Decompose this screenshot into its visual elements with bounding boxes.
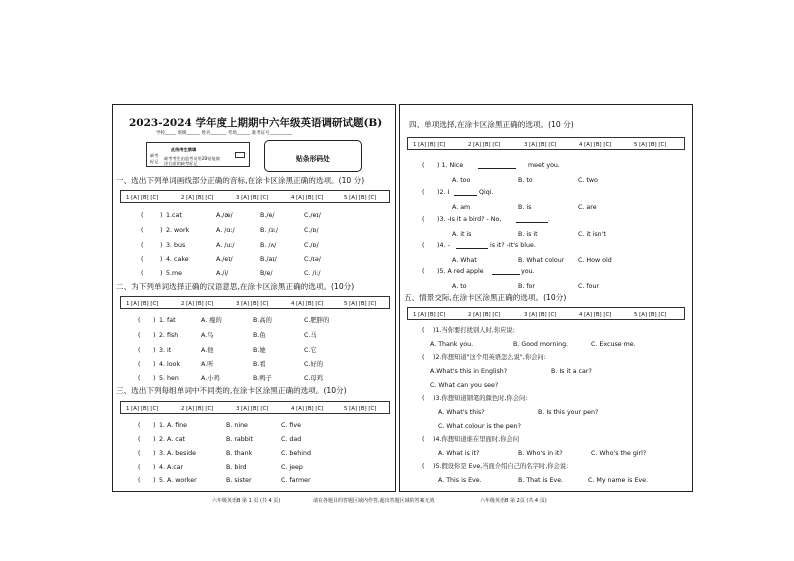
exam-sheet <box>112 104 693 510</box>
question-paren-close: ) <box>153 332 156 339</box>
option-c: C. What colour is the pen? <box>438 423 522 430</box>
option-c: C. jeep <box>281 464 303 471</box>
option-b: B. is <box>518 204 532 211</box>
option-c: C. Who's the girl? <box>591 450 647 457</box>
question-stem: 5. A. worker <box>159 477 197 484</box>
answer-option-group[interactable]: 4 [A] [B] [C] <box>291 194 324 201</box>
footer-notice: 请在各题目的答题区域内作答,超出答题区域的答案无效 <box>313 498 435 504</box>
option-b: B. bird <box>226 464 247 471</box>
absence-notice-box <box>146 142 250 167</box>
question-paren-close: ) <box>153 361 156 368</box>
question-paren: ( <box>138 317 141 324</box>
option-c: C./eɪ/ <box>304 212 321 219</box>
option-b: B. Good morning. <box>513 341 569 348</box>
option-a: A. 瘦的 <box>201 317 222 324</box>
answer-option-group[interactable]: 2 [A] [B] [C] <box>468 141 501 148</box>
answer-blank[interactable] <box>454 195 477 196</box>
exam-title: 2023-2024 学年度上期期中六年级英语调研试题(B) <box>129 117 383 129</box>
notice-label-mark: 标记 <box>150 159 159 164</box>
section3-answer-row <box>120 401 390 414</box>
section4-heading: 四、单项选择,在涂卡区涂黑正确的选项。(10 分) <box>409 120 574 129</box>
answer-blank[interactable] <box>516 222 548 223</box>
option-b: B. Who's in it? <box>518 450 563 457</box>
question-paren: ( <box>138 422 141 429</box>
exam-page-2 <box>399 104 693 492</box>
answer-option-group[interactable]: 4 [A] [B] [C] <box>291 300 324 307</box>
answer-option-group[interactable]: 3 [A] [B] [C] <box>236 300 269 307</box>
option-b: B. Is this your pen? <box>538 409 599 416</box>
option-b: B. to <box>518 177 533 184</box>
section1-heading: 一、选出下列单词画线部分正确的音标,在涂卡区涂黑正确的选项。(10 分) <box>116 176 365 185</box>
question-stem: )4.你想知道谁在里面时,你会问 <box>433 436 520 443</box>
question-stem: 3. bus <box>166 242 186 249</box>
notice-title: 此线考生禁填 <box>171 147 197 152</box>
question-stem: 4. A.car <box>159 464 184 471</box>
option-b: B./aɪ/ <box>260 256 277 263</box>
option-c: C. two <box>578 177 598 184</box>
question-stem: 2. fish <box>159 332 179 339</box>
question-paren-close: ) <box>160 256 163 263</box>
question-stem: 1.cat <box>166 212 182 219</box>
question-stem: )5.假设你是 Eve,当面介绍自己的名字时,你会说: <box>433 463 569 470</box>
answer-option-group[interactable]: 2 [A] [B] [C] <box>468 311 501 318</box>
answer-option-group[interactable]: 3 [A] [B] [C] <box>236 194 269 201</box>
question-paren-close: ) <box>153 450 156 457</box>
question-stem: 4. look <box>159 361 181 368</box>
question-paren: ( <box>141 227 144 234</box>
option-b: B. sister <box>226 477 252 484</box>
option-c: C. five <box>281 422 301 429</box>
question-paren: ( <box>138 464 141 471</box>
answer-option-group[interactable]: 4 [A] [B] [C] <box>291 405 324 412</box>
option-c: C.肥胖的 <box>304 317 330 324</box>
answer-option-group[interactable]: 3 [A] [B] [C] <box>524 141 557 148</box>
question-paren-close: ) <box>153 375 156 382</box>
question-paren: ( <box>141 270 144 277</box>
option-c: C. behind <box>281 450 311 457</box>
answer-option-group[interactable]: 4 [A] [B] [C] <box>579 141 612 148</box>
option-b: B. thank <box>226 450 253 457</box>
answer-option-group[interactable]: 1 [A] [B] [C] <box>126 405 159 412</box>
option-b: B.看 <box>253 361 266 368</box>
question-paren: ( <box>141 242 144 249</box>
option-c: C. four <box>578 283 600 290</box>
question-paren-close: ) <box>160 270 163 277</box>
section3-heading: 三、选出下列每组单词中不同类的,在涂卡区涂黑正确的选项。(10分) <box>116 386 347 395</box>
question-paren: ( <box>141 212 144 219</box>
option-a: A. to <box>452 283 467 290</box>
question-stem-end: you. <box>521 268 535 275</box>
question-paren: ( <box>422 354 425 361</box>
option-a: A./æ/ <box>216 212 233 219</box>
option-c: C.马 <box>304 332 317 339</box>
option-c: C. My name is Eve. <box>588 477 649 484</box>
question-paren-close: ) <box>153 464 156 471</box>
question-stem: )5. A red apple <box>437 268 484 275</box>
option-a: A./eɪ/ <box>216 256 233 263</box>
answer-option-group[interactable]: 3 [A] [B] [C] <box>236 405 269 412</box>
section2-answer-row <box>120 296 390 309</box>
option-c: C. How old <box>578 257 612 264</box>
question-paren-close: ) <box>153 347 156 354</box>
option-b: B.她 <box>253 347 266 354</box>
question-paren-close: ) <box>153 477 156 484</box>
option-a: A. What is it? <box>438 450 480 457</box>
footer-page-2: 六年级英语B 第 2页 (共 4 页) <box>480 498 547 504</box>
question-paren: ( <box>422 463 425 470</box>
option-b: B.高的 <box>253 317 272 324</box>
option-c: C. are <box>578 204 597 211</box>
question-stem: )1.当你要打扰别人时,你应说: <box>433 327 515 334</box>
question-paren: ( <box>422 162 425 169</box>
question-paren: ( <box>138 347 141 354</box>
question-paren: ( <box>138 436 141 443</box>
option-b: B.鸭子 <box>253 375 272 382</box>
option-b: B. nine <box>226 422 248 429</box>
option-b: B. is it <box>518 231 538 238</box>
question-stem: 1. A. fine <box>159 422 188 429</box>
section5-heading: 五、情景交际,在涂卡区涂黑正确的选项。(10分) <box>404 293 567 302</box>
question-paren-close: ) <box>153 317 156 324</box>
option-a: A. too <box>452 177 471 184</box>
option-a: A. /ɑː/ <box>216 227 235 234</box>
question-stem: 2. work <box>166 227 190 234</box>
question-paren: ( <box>141 256 144 263</box>
section4-answer-row <box>407 137 685 150</box>
question-paren: ( <box>138 375 141 382</box>
option-c: C.好的 <box>304 361 323 368</box>
option-b: B. for <box>518 283 535 290</box>
option-a: A. Thank you. <box>430 341 474 348</box>
question-paren-close: ) <box>160 227 163 234</box>
notice-text: 缺考考生由监考员用2B铅笔填涂右面的缺考标记 <box>164 156 220 167</box>
answer-option-group[interactable]: 3 [A] [B] [C] <box>524 311 557 318</box>
option-c: C./ɪə/ <box>304 256 321 263</box>
answer-option-group[interactable]: 2 [A] [B] [C] <box>181 194 214 201</box>
section5-answer-row <box>407 307 685 320</box>
answer-option-group[interactable]: 1 [A] [B] [C] <box>126 300 159 307</box>
question-paren: ( <box>422 327 425 334</box>
answer-option-group[interactable]: 2 [A] [B] [C] <box>181 300 214 307</box>
student-info-line: 学校_____ 班级______ 姓名_______ 考场______ 准考证号__________ <box>156 131 293 136</box>
question-paren: ( <box>422 395 425 402</box>
barcode-area <box>264 140 362 172</box>
question-stem-end: . <box>548 216 551 223</box>
question-stem: 5.me <box>166 270 183 277</box>
answer-option-group[interactable]: 1 [A] [B] [C] <box>413 311 446 318</box>
footer-page-1: 六年级英语B 第 1 页 (共 4 页) <box>212 498 281 504</box>
question-paren: ( <box>138 477 141 484</box>
option-b: B. /ɜː/ <box>260 227 279 234</box>
question-stem-end: meet you. <box>528 162 560 169</box>
option-b: B. That is Eve. <box>518 477 564 484</box>
option-b: B./e/ <box>260 212 275 219</box>
answer-option-group[interactable]: 1 [A] [B] [C] <box>413 141 446 148</box>
question-paren: ( <box>138 332 141 339</box>
answer-option-group[interactable]: 5 [A] [B] [C] <box>634 141 667 148</box>
option-a: A. am <box>452 204 471 211</box>
option-a: A.鸟 <box>201 332 214 339</box>
question-stem: )2.你想知道"这个用英语怎么说",你会问: <box>433 354 546 361</box>
option-b: B. What colour <box>518 257 565 264</box>
answer-option-group[interactable]: 1 [A] [B] [C] <box>126 194 159 201</box>
question-stem: 4. cake <box>166 256 189 263</box>
question-stem: )4. - <box>437 242 450 249</box>
section2-heading: 二、为下列单词选择正确的汉语意思,在涂卡区涂黑正确的选项。(10分) <box>116 282 355 291</box>
option-c: C. Excuse me. <box>591 341 636 348</box>
answer-option-group[interactable]: 2 [A] [B] [C] <box>181 405 214 412</box>
option-a: A.听 <box>201 361 214 368</box>
question-stem-end: Qiqi. <box>479 189 494 196</box>
option-c: C. /iː/ <box>304 270 321 277</box>
question-stem: ) 1. Nice <box>437 162 464 169</box>
option-b: B.鱼 <box>253 332 266 339</box>
question-stem: )2. I <box>437 189 450 196</box>
option-b: B/e/ <box>260 270 273 277</box>
option-a: A. /uː/ <box>216 242 235 249</box>
question-stem: 3. it <box>159 347 172 354</box>
notice-label-absent: 缺考 <box>150 153 159 158</box>
option-c: C. farmer <box>281 477 311 484</box>
question-stem: )3. -Is it a bird? - No, <box>437 216 502 223</box>
answer-blank[interactable] <box>478 168 516 169</box>
option-c: C. dad <box>281 436 302 443</box>
answer-option-group[interactable]: 5 [A] [B] [C] <box>634 311 667 318</box>
option-a: A.What's this in English? <box>430 368 508 375</box>
answer-option-group[interactable]: 5 [A] [B] [C] <box>344 405 377 412</box>
section1-answer-row <box>120 190 390 203</box>
answer-option-group[interactable]: 5 [A] [B] [C] <box>344 194 377 201</box>
option-a: A. it is <box>452 231 472 238</box>
barcode-label: 贴条形码处 <box>296 155 330 163</box>
question-paren: ( <box>138 450 141 457</box>
option-b: B. /ʌ/ <box>260 242 277 249</box>
question-paren-close: ) <box>160 212 163 219</box>
answer-blank[interactable] <box>456 248 488 249</box>
question-stem-end: is it? -It's blue. <box>490 242 536 249</box>
option-c: C.它 <box>304 347 317 354</box>
option-b: B. rabbit <box>226 436 253 443</box>
option-a: A. What's this? <box>438 409 485 416</box>
exam-page-1 <box>112 104 396 492</box>
option-c: C./ɒ/ <box>304 242 319 249</box>
option-c: C.母鸡 <box>304 375 323 382</box>
question-paren: ( <box>422 189 425 196</box>
option-c: C. it isn't <box>578 231 606 238</box>
answer-option-group[interactable]: 4 [A] [B] [C] <box>579 311 612 318</box>
question-paren-close: ) <box>153 422 156 429</box>
question-stem: 3. A. beside <box>159 450 196 457</box>
absence-mark-box[interactable] <box>235 152 245 158</box>
question-stem: )3.你想知道钢笔的颜色时,你会问: <box>433 395 528 402</box>
answer-blank[interactable] <box>492 274 520 275</box>
question-paren: ( <box>422 436 425 443</box>
question-paren-close: ) <box>160 242 163 249</box>
question-paren: ( <box>422 268 425 275</box>
option-c: C./ɒ/ <box>304 227 319 234</box>
question-stem: 2. A. cat <box>159 436 185 443</box>
question-paren: ( <box>422 242 425 249</box>
question-paren: ( <box>422 216 425 223</box>
option-c: C. What can you see? <box>430 382 499 389</box>
question-paren: ( <box>138 361 141 368</box>
option-a: A.小鸡 <box>201 375 220 382</box>
option-a: A. What <box>452 257 477 264</box>
question-paren-close: ) <box>153 436 156 443</box>
option-b: B. Is it a car? <box>551 368 592 375</box>
answer-option-group[interactable]: 5 [A] [B] [C] <box>344 300 377 307</box>
option-a: A. This is Eve. <box>438 477 482 484</box>
option-a: A./i/ <box>216 270 229 277</box>
question-stem: 1. fat <box>159 317 176 324</box>
option-a: A.他 <box>201 347 214 354</box>
question-stem: 5. hen <box>159 375 179 382</box>
